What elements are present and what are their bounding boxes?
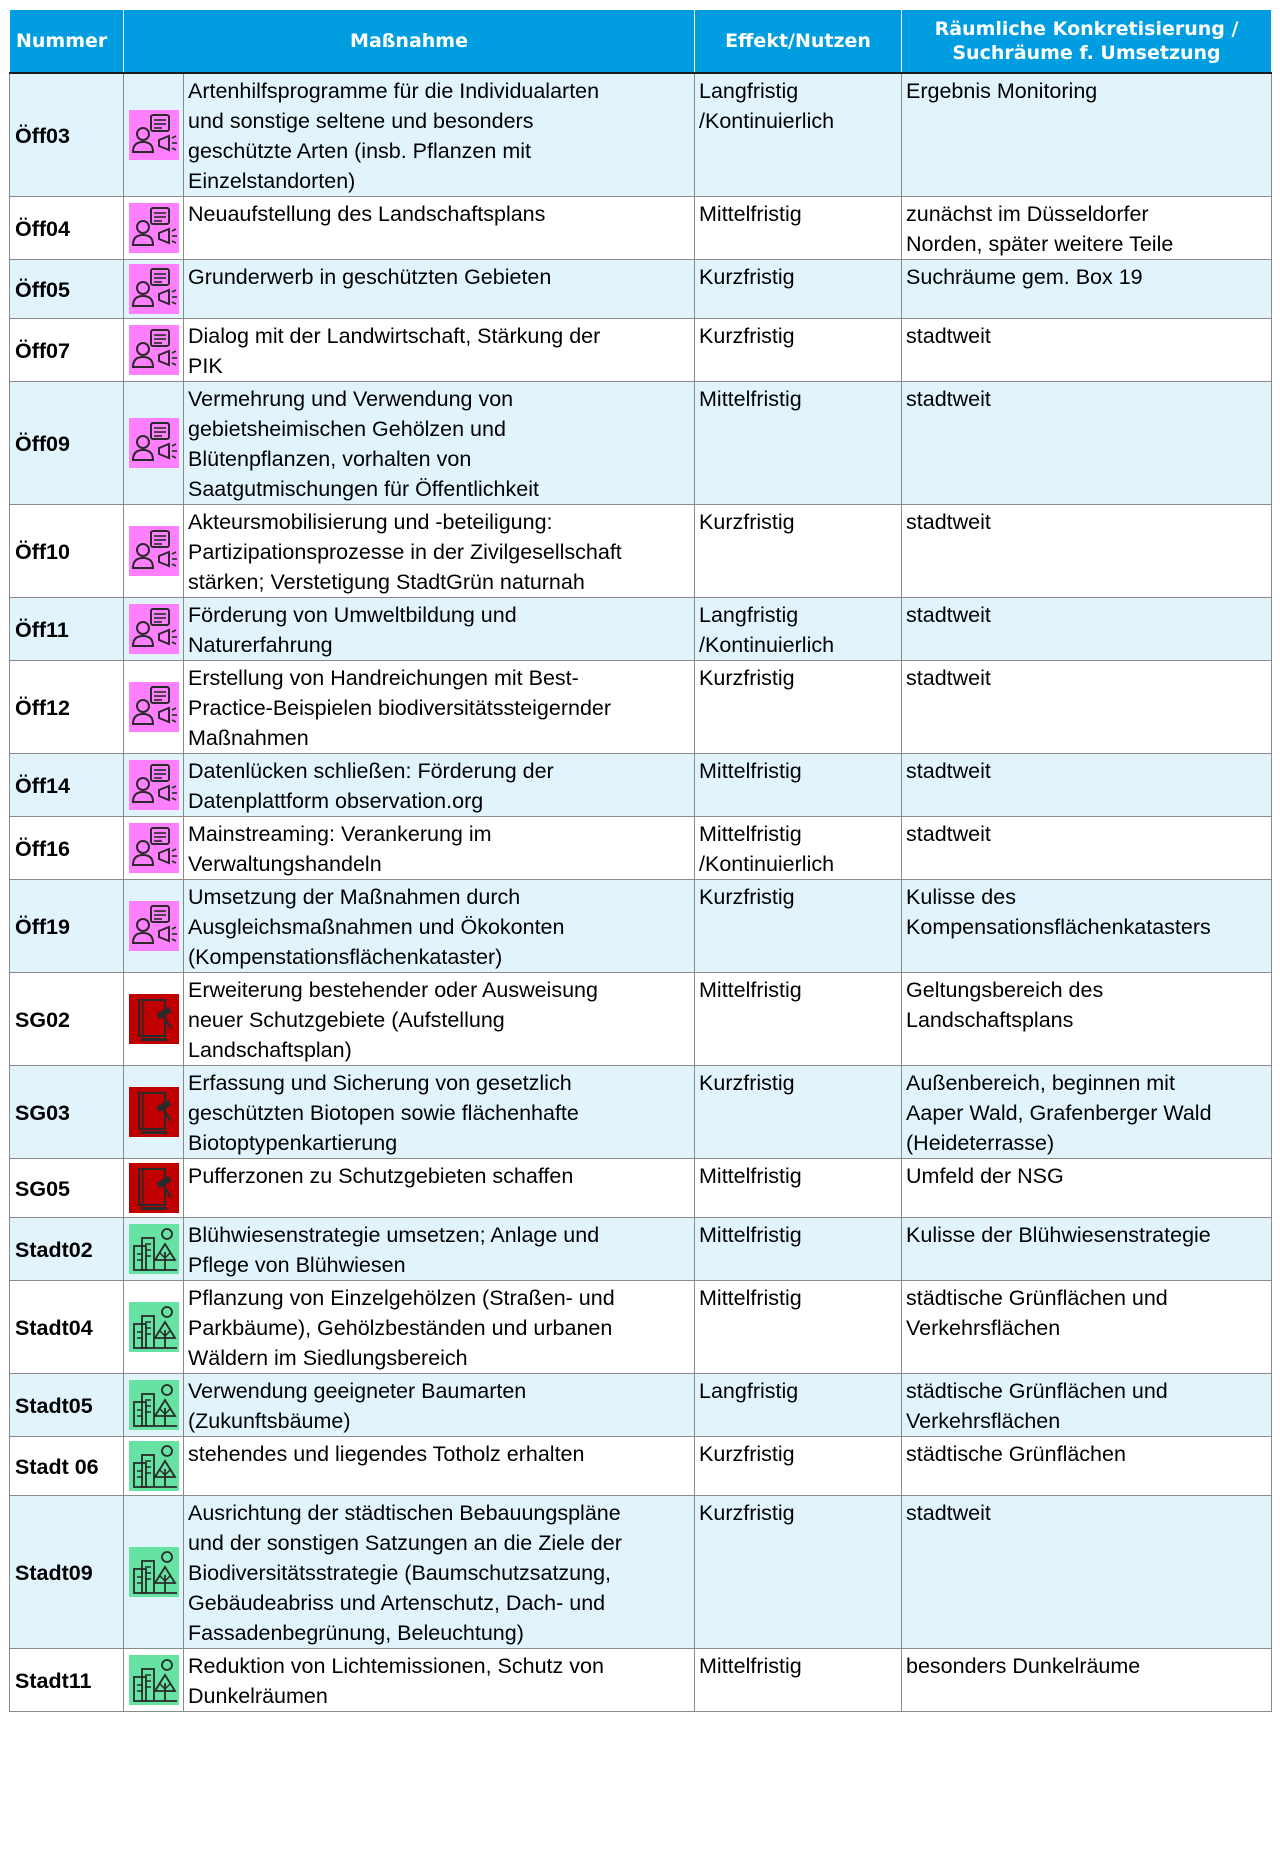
table-row (10, 197, 1272, 260)
measure-text-line: Pflege von Blühwiesen (188, 1253, 406, 1277)
urban-green-buildings-trees-icon (129, 1655, 179, 1705)
measure-text-cell (184, 1437, 695, 1496)
measure-number: Öff11 (10, 598, 124, 661)
table-row (10, 1649, 1272, 1712)
measure-text-cell (184, 1159, 695, 1218)
effect-text-cell (695, 880, 902, 973)
effect-text-line: Mittelfristig (699, 1654, 802, 1678)
spatial-text-line: Ergebnis Monitoring (906, 79, 1098, 103)
measure-number: Öff07 (10, 319, 124, 382)
category-icon-cell (124, 1649, 184, 1712)
table-row (10, 1218, 1272, 1281)
table-row (10, 661, 1272, 754)
participation-megaphone-icon (129, 203, 179, 253)
measure-text-cell (184, 1281, 695, 1374)
spatial-text-line: stadtweit (906, 666, 991, 690)
category-icon-cell (124, 260, 184, 319)
effect-text-line: Mittelfristig (699, 759, 802, 783)
measure-text-line: Grunderwerb in geschützten Gebieten (188, 265, 552, 289)
measure-text-line: Erweiterung bestehender oder Ausweisung (188, 978, 598, 1002)
spatial-text-cell (902, 1437, 1272, 1496)
measure-text-line: Saatgutmischungen für Öffentlichkeit (188, 477, 539, 501)
table-row (10, 73, 1272, 197)
spatial-text-line: stadtweit (906, 510, 991, 534)
measure-text-cell (184, 1066, 695, 1159)
spatial-text-line: (Heideterrasse) (906, 1131, 1055, 1155)
measure-text-line: geschützte Arten (insb. Pflanzen mit (188, 139, 531, 163)
spatial-text-cell (902, 505, 1272, 598)
effect-text-cell (695, 661, 902, 754)
measure-text-line: Akteursmobilisierung und -beteiligung: (188, 510, 553, 534)
measure-text-cell (184, 754, 695, 817)
effect-text-cell (695, 973, 902, 1066)
measure-text-cell (184, 598, 695, 661)
spatial-text-line: Kompensationsflächenkatasters (906, 915, 1211, 939)
effect-text-line: Mittelfristig (699, 978, 802, 1002)
effect-text-line: Mittelfristig (699, 1164, 802, 1188)
spatial-text-line: Suchräume gem. Box 19 (906, 265, 1143, 289)
effect-text-cell (695, 598, 902, 661)
effect-text-cell (695, 1649, 902, 1712)
effect-text-line: Kurzfristig (699, 666, 795, 690)
category-icon-cell (124, 1496, 184, 1649)
effect-text-line: Langfristig (699, 1379, 799, 1403)
measure-text-line: Erstellung von Handreichungen mit Best- (188, 666, 579, 690)
spatial-text-line: Landschaftsplans (906, 1008, 1074, 1032)
participation-megaphone-icon (129, 526, 179, 576)
spatial-text-cell (902, 598, 1272, 661)
measure-text-line: Mainstreaming: Verankerung im (188, 822, 492, 846)
spatial-text-cell (902, 973, 1272, 1066)
measure-text-line: gebietsheimischen Gehölzen und (188, 417, 506, 441)
measure-text-line: Datenplattform observation.org (188, 789, 484, 813)
measure-number: Stadt04 (10, 1281, 124, 1374)
header-measure: Maßnahme (124, 10, 695, 74)
spatial-text-cell (902, 382, 1272, 505)
measure-number: Stadt11 (10, 1649, 124, 1712)
measure-number: Öff10 (10, 505, 124, 598)
spatial-text-line: Norden, später weitere Teile (906, 232, 1174, 256)
spatial-text-line: stadtweit (906, 324, 991, 348)
measure-text-line: Pflanzung von Einzelgehölzen (Straßen- und (188, 1286, 615, 1310)
measure-number: SG03 (10, 1066, 124, 1159)
category-icon-cell (124, 1374, 184, 1437)
spatial-text-cell (902, 1649, 1272, 1712)
category-icon-cell (124, 1066, 184, 1159)
spatial-text-cell (902, 754, 1272, 817)
measure-text-line: Förderung von Umweltbildung und (188, 603, 517, 627)
spatial-text-line: Umfeld der NSG (906, 1164, 1064, 1188)
measure-text-line: Partizipationsprozesse in der Zivilgesellschaft (188, 540, 622, 564)
measure-number: Öff05 (10, 260, 124, 319)
measure-text-line: Practice-Beispielen biodiversitätssteigernder (188, 696, 612, 720)
spatial-text-line: städtische Grünflächen und (906, 1286, 1168, 1310)
measure-text-line: Blütenpflanzen, vorhalten von (188, 447, 472, 471)
category-icon-cell (124, 73, 184, 197)
spatial-text-line: Geltungsbereich des (906, 978, 1104, 1002)
header-spatial-line2: Suchräume f. Umsetzung (952, 42, 1221, 64)
measure-text-line: stehendes und liegendes Totholz erhalten (188, 1442, 585, 1466)
participation-megaphone-icon (129, 110, 179, 160)
effect-text-cell (695, 197, 902, 260)
effect-text-cell (695, 1159, 902, 1218)
spatial-text-line: zunächst im Düsseldorfer (906, 202, 1149, 226)
effect-text-line: Kurzfristig (699, 1501, 795, 1525)
effect-text-line: Kurzfristig (699, 1071, 795, 1095)
measure-text-line: Verwaltungshandeln (188, 852, 382, 876)
measure-text-line: Pufferzonen zu Schutzgebieten schaffen (188, 1164, 574, 1188)
measure-number: SG02 (10, 973, 124, 1066)
measure-text-line: Maßnahmen (188, 726, 309, 750)
measure-text-cell (184, 505, 695, 598)
measure-text-line: Neuaufstellung des Landschaftsplans (188, 202, 546, 226)
spatial-text-cell (902, 197, 1272, 260)
measure-text-line: geschützten Biotopen sowie flächenhafte (188, 1101, 579, 1125)
table-header (10, 10, 1272, 74)
category-icon-cell (124, 505, 184, 598)
effect-text-line: /Kontinuierlich (699, 633, 835, 657)
measure-text-line: neuer Schutzgebiete (Aufstellung (188, 1008, 505, 1032)
spatial-text-line: Außenbereich, beginnen mit (906, 1071, 1175, 1095)
table-row (10, 880, 1272, 973)
effect-text-cell (695, 817, 902, 880)
measure-text-cell (184, 319, 695, 382)
measure-text-line: Naturerfahrung (188, 633, 333, 657)
participation-megaphone-icon (129, 418, 179, 468)
effect-text-line: Kurzfristig (699, 1442, 795, 1466)
urban-green-buildings-trees-icon (129, 1224, 179, 1274)
table-row (10, 260, 1272, 319)
measure-number: Stadt02 (10, 1218, 124, 1281)
measure-number: SG05 (10, 1159, 124, 1218)
header-effect: Effekt/Nutzen (695, 10, 902, 74)
spatial-text-cell (902, 73, 1272, 197)
category-icon-cell (124, 817, 184, 880)
participation-megaphone-icon (129, 604, 179, 654)
effect-text-cell (695, 1066, 902, 1159)
spatial-text-cell (902, 817, 1272, 880)
measure-text-line: Verwendung geeigneter Baumarten (188, 1379, 527, 1403)
effect-text-line: Mittelfristig (699, 1223, 802, 1247)
measure-text-cell (184, 1496, 695, 1649)
spatial-text-line: stadtweit (906, 1501, 991, 1525)
measure-text-line: Ausrichtung der städtischen Bebauungspläne (188, 1501, 621, 1525)
measure-text-line: Wäldern im Siedlungsbereich (188, 1346, 468, 1370)
category-icon-cell (124, 973, 184, 1066)
effect-text-line: Kurzfristig (699, 265, 795, 289)
measure-text-cell (184, 661, 695, 754)
spatial-text-cell (902, 319, 1272, 382)
measure-text-cell (184, 382, 695, 505)
measure-number: Öff19 (10, 880, 124, 973)
urban-green-buildings-trees-icon (129, 1302, 179, 1352)
spatial-text-line: städtische Grünflächen (906, 1442, 1126, 1466)
measure-number: Öff14 (10, 754, 124, 817)
participation-megaphone-icon (129, 264, 179, 314)
protected-area-book-gavel-icon (129, 1163, 179, 1213)
effect-text-line: Mittelfristig (699, 202, 802, 226)
measure-text-line: und der sonstigen Satzungen an die Ziele der (188, 1531, 622, 1555)
participation-megaphone-icon (129, 823, 179, 873)
protected-area-book-gavel-icon (129, 1087, 179, 1137)
category-icon-cell (124, 197, 184, 260)
measure-text-line: (Kompenstationsflächenkataster) (188, 945, 503, 969)
category-icon-cell (124, 880, 184, 973)
urban-green-buildings-trees-icon (129, 1547, 179, 1597)
effect-text-line: Langfristig (699, 79, 799, 103)
measure-text-line: Blühwiesenstrategie umsetzen; Anlage und (188, 1223, 600, 1247)
spatial-text-cell (902, 661, 1272, 754)
measure-text-cell (184, 73, 695, 197)
category-icon-cell (124, 754, 184, 817)
measure-number: Öff16 (10, 817, 124, 880)
measure-text-cell (184, 1218, 695, 1281)
measure-text-line: Fassadenbegrünung, Beleuchtung) (188, 1621, 524, 1645)
measure-number: Stadt05 (10, 1374, 124, 1437)
measure-text-line: Dunkelräumen (188, 1684, 328, 1708)
measure-text-line: Reduktion von Lichtemissionen, Schutz von (188, 1654, 604, 1678)
measure-text-line: Datenlücken schließen: Förderung der (188, 759, 554, 783)
participation-megaphone-icon (129, 760, 179, 810)
table-row (10, 598, 1272, 661)
spatial-text-line: stadtweit (906, 603, 991, 627)
table-row (10, 973, 1272, 1066)
effect-text-line: Kurzfristig (699, 510, 795, 534)
table-row (10, 505, 1272, 598)
effect-text-line: Langfristig (699, 603, 799, 627)
category-icon-cell (124, 1281, 184, 1374)
effect-text-line: /Kontinuierlich (699, 852, 835, 876)
spatial-text-line: stadtweit (906, 822, 991, 846)
header-number: Nummer (10, 10, 124, 74)
spatial-text-cell (902, 1496, 1272, 1649)
table-row (10, 1496, 1272, 1649)
measure-text-cell (184, 1649, 695, 1712)
measure-text-cell (184, 1374, 695, 1437)
spatial-text-line: stadtweit (906, 387, 991, 411)
category-icon-cell (124, 382, 184, 505)
effect-text-line: Kurzfristig (699, 885, 795, 909)
measure-text-line: Vermehrung und Verwendung von (188, 387, 514, 411)
protected-area-book-gavel-icon (129, 994, 179, 1044)
measure-number: Stadt09 (10, 1496, 124, 1649)
measure-text-cell (184, 973, 695, 1066)
measure-text-line: Biodiversitätsstrategie (Baumschutzsatzung, (188, 1561, 612, 1585)
table-row (10, 1437, 1272, 1496)
spatial-text-line: Kulisse der Blühwiesenstrategie (906, 1223, 1211, 1247)
effect-text-cell (695, 319, 902, 382)
spatial-text-cell (902, 1159, 1272, 1218)
spatial-text-cell (902, 1281, 1272, 1374)
spatial-text-line: besonders Dunkelräume (906, 1654, 1141, 1678)
measure-text-line: Artenhilfsprogramme für die Individualarten (188, 79, 600, 103)
effect-text-cell (695, 1374, 902, 1437)
measure-text-cell (184, 817, 695, 880)
header-spatial-line1: Räumliche Konkretisierung / (934, 18, 1239, 40)
measure-text-line: Landschaftsplan) (188, 1038, 352, 1062)
participation-megaphone-icon (129, 325, 179, 375)
measure-text-line: (Zukunftsbäume) (188, 1409, 351, 1433)
category-icon-cell (124, 598, 184, 661)
measure-text-line: Ausgleichsmaßnahmen und Ökokonten (188, 915, 565, 939)
table-row (10, 1159, 1272, 1218)
category-icon-cell (124, 1159, 184, 1218)
category-icon-cell (124, 1218, 184, 1281)
measure-number: Öff03 (10, 73, 124, 197)
header-row (10, 10, 1272, 74)
participation-megaphone-icon (129, 682, 179, 732)
table-row (10, 319, 1272, 382)
effect-text-cell (695, 1437, 902, 1496)
spatial-text-line: Verkehrsflächen (906, 1316, 1061, 1340)
table-row (10, 382, 1272, 505)
measure-text-line: Einzelstandorten) (188, 169, 356, 193)
effect-text-line: /Kontinuierlich (699, 109, 835, 133)
measure-text-line: stärken; Verstetigung StadtGrün naturnah (188, 570, 585, 594)
effect-text-cell (695, 505, 902, 598)
measures-table-container (9, 9, 1271, 1712)
spatial-text-cell (902, 1374, 1272, 1437)
category-icon-cell (124, 1437, 184, 1496)
effect-text-cell (695, 73, 902, 197)
measure-text-line: Erfassung und Sicherung von gesetzlich (188, 1071, 572, 1095)
effect-text-cell (695, 1218, 902, 1281)
spatial-text-line: Verkehrsflächen (906, 1409, 1061, 1433)
spatial-text-line: Aaper Wald, Grafenberger Wald (906, 1101, 1212, 1125)
effect-text-line: Mittelfristig (699, 1286, 802, 1310)
effect-text-cell (695, 260, 902, 319)
measure-text-cell (184, 197, 695, 260)
urban-green-buildings-trees-icon (129, 1380, 179, 1430)
category-icon-cell (124, 319, 184, 382)
table-row (10, 754, 1272, 817)
urban-green-buildings-trees-icon (129, 1441, 179, 1491)
measure-number: Öff09 (10, 382, 124, 505)
measure-text-line: Gebäudeabriss und Artenschutz, Dach- und (188, 1591, 606, 1615)
effect-text-cell (695, 754, 902, 817)
table-row (10, 1281, 1272, 1374)
header-spatial (902, 10, 1272, 74)
table-row (10, 817, 1272, 880)
measure-text-line: PIK (188, 354, 223, 378)
table-row (10, 1066, 1272, 1159)
spatial-text-line: stadtweit (906, 759, 991, 783)
effect-text-cell (695, 1496, 902, 1649)
measures-table (9, 9, 1272, 1712)
effect-text-cell (695, 1281, 902, 1374)
table-row (10, 1374, 1272, 1437)
effect-text-line: Mittelfristig (699, 387, 802, 411)
spatial-text-line: städtische Grünflächen und (906, 1379, 1168, 1403)
spatial-text-cell (902, 1218, 1272, 1281)
measure-text-line: und sonstige seltene und besonders (188, 109, 534, 133)
measure-text-line: Dialog mit der Landwirtschaft, Stärkung der (188, 324, 601, 348)
measure-text-cell (184, 260, 695, 319)
spatial-text-line: Kulisse des (906, 885, 1016, 909)
measure-text-line: Umsetzung der Maßnahmen durch (188, 885, 521, 909)
effect-text-line: Mittelfristig (699, 822, 802, 846)
measure-number: Öff04 (10, 197, 124, 260)
effect-text-cell (695, 382, 902, 505)
category-icon-cell (124, 661, 184, 754)
measure-number: Stadt 06 (10, 1437, 124, 1496)
measure-text-cell (184, 880, 695, 973)
measure-number: Öff12 (10, 661, 124, 754)
measure-text-line: Parkbäume), Gehölzbeständen und urbanen (188, 1316, 613, 1340)
spatial-text-cell (902, 1066, 1272, 1159)
participation-megaphone-icon (129, 901, 179, 951)
table-body (10, 73, 1272, 1712)
measure-text-line: Biotoptypenkartierung (188, 1131, 398, 1155)
spatial-text-cell (902, 880, 1272, 973)
spatial-text-cell (902, 260, 1272, 319)
effect-text-line: Kurzfristig (699, 324, 795, 348)
